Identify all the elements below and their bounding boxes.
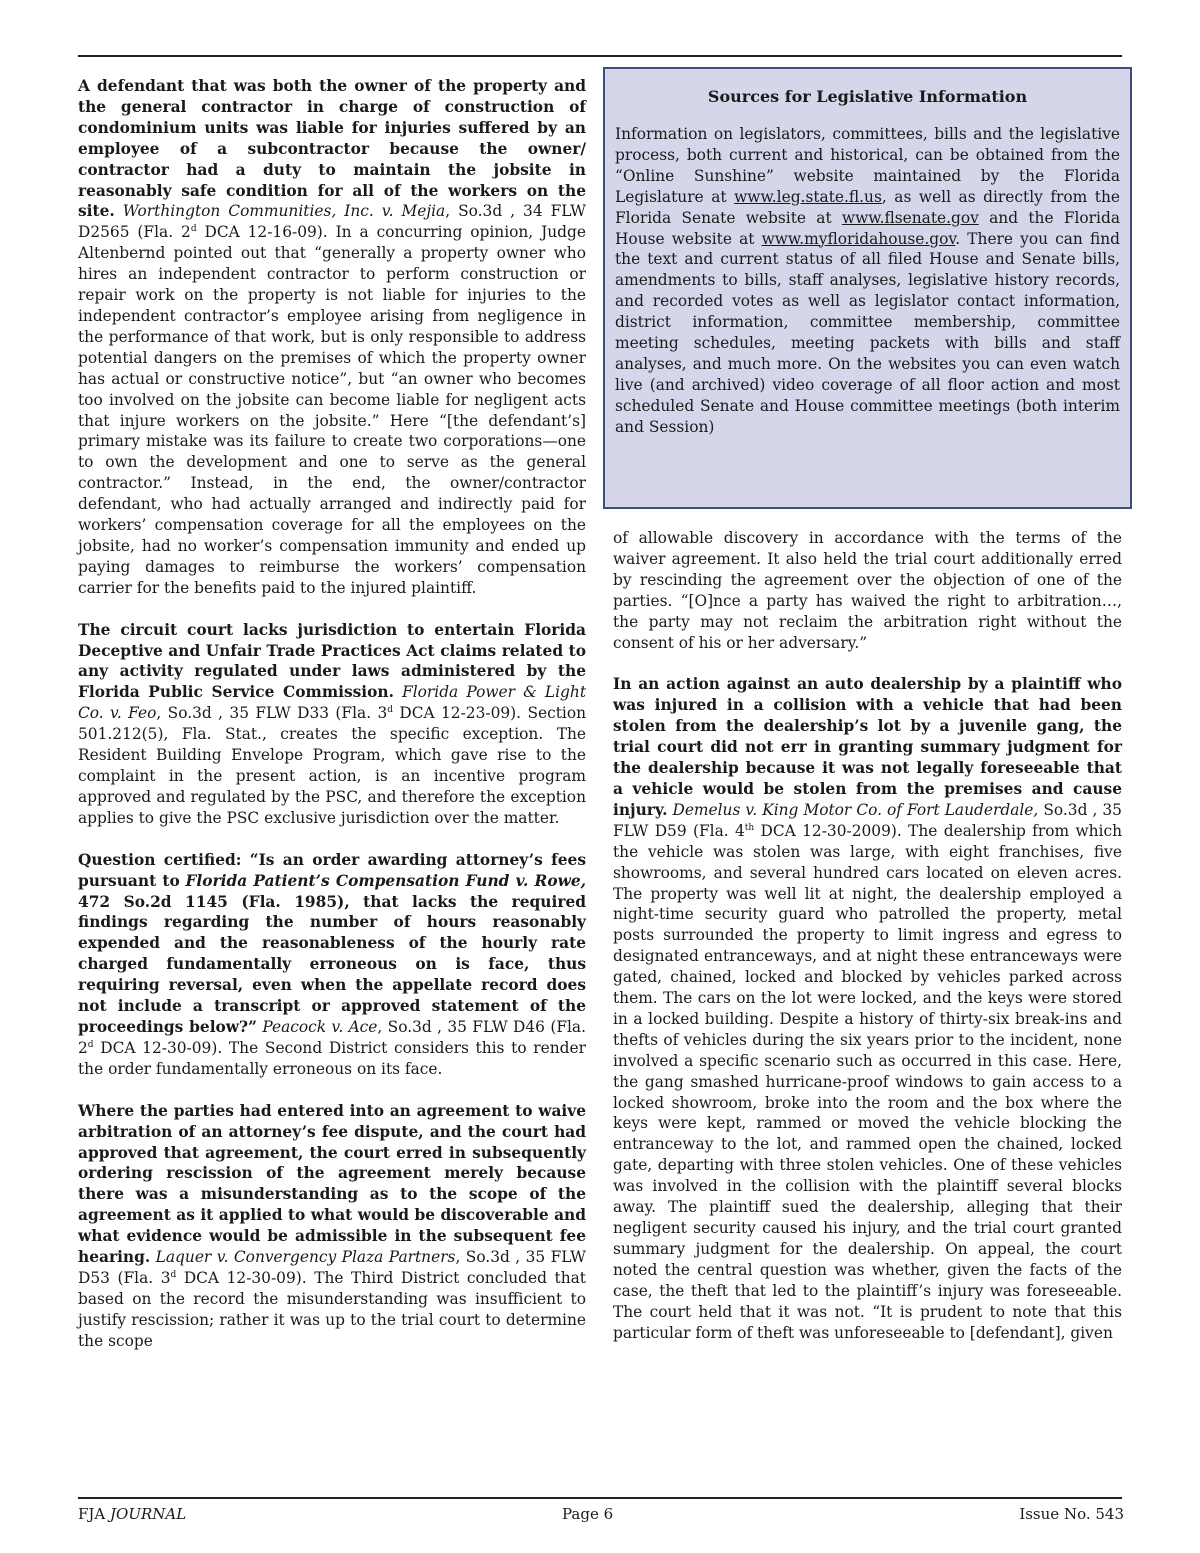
headnote: A defendant that was both the owner of the property and the general contractor in charge of construction of condominium units was liable for injuries suffered by an employee of a subcontractor because the owner/ contractor had a duty to maintain the jobsite in reasonably safe condition for all of the workers on the site. [78, 77, 586, 221]
article-fpl [78, 620, 586, 829]
citation: 34 FLW D2565 (Fla. 2 [78, 202, 586, 242]
citation: , So.3d , [445, 202, 516, 221]
footer-publication [78, 1505, 186, 1523]
link-flsenate[interactable]: www.flsenate.gov [841, 208, 979, 227]
article-laquer [78, 1101, 586, 1352]
top-rule [78, 55, 1122, 57]
article-demelus [613, 674, 1122, 1343]
headnote: In an action against an auto dealership by a plaintiff who was injured in a collision with a vehicle that had been stolen from the dealership’s lot by a juvenile gang, the trial court did not err in granting summary judgment for the dealership because it was not legally foreseeable that a vehicle would be stolen from the premises and cause injury. [613, 675, 1122, 819]
sidebar-text: and the Florida House website at [615, 208, 1120, 248]
footer-text: JOURNAL [110, 1505, 187, 1523]
citation: , So.3d , 35 FLW D46 (Fla. 2 [78, 1017, 586, 1057]
citation: , So.3d , 35 FLW D53 (Fla. 3 [78, 1248, 586, 1287]
body-text: DCA 12-30-09). The Second District considers this to render the order fundamentally erroneous on its face. [78, 1038, 586, 1078]
citation: 35 FLW D33 (Fla. 3 [229, 704, 388, 723]
link-leg-state[interactable]: www.leg.state.fl.us [734, 187, 882, 206]
right-column [613, 528, 1122, 1364]
case-name: Florida Patient’s Compensation Fund v. Rowe, [185, 871, 586, 890]
citation: , So.3d , [156, 704, 224, 723]
article-peacock [78, 850, 586, 1080]
case-name: Peacock v. Ace [262, 1017, 378, 1036]
link-myfloridahouse[interactable]: www.myfloridahouse.gov [761, 229, 956, 248]
case-name: Laquer v. Convergency Plaza Partners [155, 1248, 456, 1267]
citation: So.3d , 35 FLW D59 (Fla. 4 [613, 800, 1122, 840]
continued-text: of allowable discovery in accordance with the terms of the waiver agreement. It also held the trial court additionally erred by rescinding the agreement over the objection of one of the parties. “[O]nce a party has waived the right to arbitration…, the party may not reclaim the arbitration right without the consent of his or her adversary.” [613, 529, 1122, 652]
superscript: th [744, 822, 755, 833]
superscript: d [87, 1039, 94, 1050]
body-text: DCA 12-30-09). The Third District concluded that based on the record the misunderstanding was insufficient to justify rescission; rather it was up to the trial court to determine the scope [78, 1268, 586, 1350]
bottom-rule [78, 1497, 1122, 1499]
headnote: The circuit court lacks jurisdiction to entertain Florida Deceptive and Unfair Trade Practices Act claims related to any activity regulated under laws administered by the Florida Public Service Commission. [78, 620, 586, 702]
footer-page-number: Page 6 [562, 1505, 614, 1523]
superscript: d [190, 224, 197, 235]
body-text: DCA 12-23-09). Section 501.212(5), Fla. Stat., creates the specific exception. The Resident Building Envelope Program, which gave rise to the complaint in the present action, is an incentive program approved and regulated by the PSC, and therefore the exception applies to give the PSC exclusive jurisdiction over the matter. [78, 704, 586, 827]
sidebar-text: Information on legislators, committees, bills and the legislative process, both current and historical, can be obtained from the “Online Sunshine” website maintained by the Florida Legislature at [615, 125, 1120, 206]
headnote: 472 So.2d 1145 (Fla. 1985), that lacks the required findings regarding the number of hours reasonably expended and the reasonableness of the hourly rate charged fundamentally erroneous on is face, thus requiring reversal, even when the appellate record does not include a transcript or approved statement of the proceedings below?” [78, 892, 586, 1036]
case-name: Demelus v. King Motor Co. of Fort Lauderdale, [672, 800, 1039, 819]
headnote: Where the parties had entered into an agreement to waive arbitration of an attorney’s fee dispute, and the court had approved that agreement, the court erred in subsequently ordering rescission of the agreement merely because there was a misunderstanding as to the scope of the agreement as it applied to what would be discoverable and what evidence would be admissible in the subsequent fee hearing. [78, 1101, 586, 1267]
case-name: Florida Power & Light Co. v. Feo [78, 683, 586, 723]
superscript: d [170, 1269, 177, 1280]
headnote: Question certified: “Is an order awarding attorney’s fees pursuant to [78, 850, 586, 890]
sidebar-body [615, 124, 1120, 438]
body-text: DCA 12-30-2009). The dealership from which the vehicle was stolen was large, with eight franchises, five showrooms, and several hundred cars located on eleven acres. The property was well lit at night, the dealership employed a night-time security guard who patrolled the property, metal posts surrounded the property to limit ingress and egress to designated entranceways, and at night these entranceways were gated, chained, locked and blocked by vehicles parked across them. The cars on the lot were locked, and the keys were stored in a locked building. Despite a history of thirty-six break-ins and thefts of vehicles during the six years prior to the incident, none involved a specific scenario such as occurred in this case. Here, the gang smashed hurricane-proof windows to gain access to a locked showroom, broke into the room and the box where the keys were kept, rammed or moved the vehicle blocking the entranceway to the lot, and rammed open the chained, locked gate, departing with three stolen vehicles. One of these vehicles was involved in the collision with the plaintiff several blocks away. The plaintiff sued the dealership, alleging that their negligent security caused his injury, and the trial court granted summary judgment for the dealership. On appeal, the court noted the central question was whether, given the facts of the case, the theft that led to the plaintiff’s injury was foreseeable. The court held that it was not. “It is prudent to note that this particular form of theft was unforeseeable to [defendant], given [613, 821, 1122, 1342]
sidebar-title: Sources for Legislative Information [707, 87, 1028, 106]
footer-issue: Issue No. 543 [1019, 1505, 1124, 1523]
superscript: d [387, 705, 394, 716]
footer-text: FJA [78, 1505, 111, 1523]
sidebar-legislative-info [603, 67, 1132, 509]
left-column [78, 76, 586, 1373]
article-worthington [78, 76, 586, 599]
body-text: DCA 12-16-09). In a concurring opinion, Judge Altenbernd pointed out that “generally a property owner who hires an independent contractor to perform construction or repair work on the property is not liable for injuries to the independent contractor’s employee arising from negligence in the performance of that work, but is only responsible to address potential dangers on the premises of which the property owner has actual or constructive notice”, but “an owner who becomes too involved on the jobsite can become liable for negligent acts that injure workers on the jobsite.” Here “[the defendant’s] primary mistake was its failure to create two corporations—one to own the development and one to serve as the general contractor.” Instead, in the end, the owner/contractor defendant, who had actually arranged and indirectly paid for workers’ compensation coverage for all the employees on the jobsite, had no worker’s compensation immunity and ended up paying damages to reimburse the workers’ compensation carrier for the benefits paid to the injured plaintiff. [78, 223, 586, 597]
sidebar-text: , as well as directly from the Florida Senate website at [615, 187, 1120, 227]
case-name: Worthington Communities, Inc. v. Mejia [122, 202, 446, 221]
sidebar-text: . There you can find the text and current status of all filed House and Senate bills, amendments to bills, staff analyses, legislative history records, and recorded votes as well as legislator contact information, district information, committee membership, committee meeting schedules, meeting packets with bills and staff analyses, and much more. On the websites you can even watch live (and archived) video coverage of all floor action and most scheduled Senate and House committee meetings (both interim and Session) [615, 229, 1120, 436]
